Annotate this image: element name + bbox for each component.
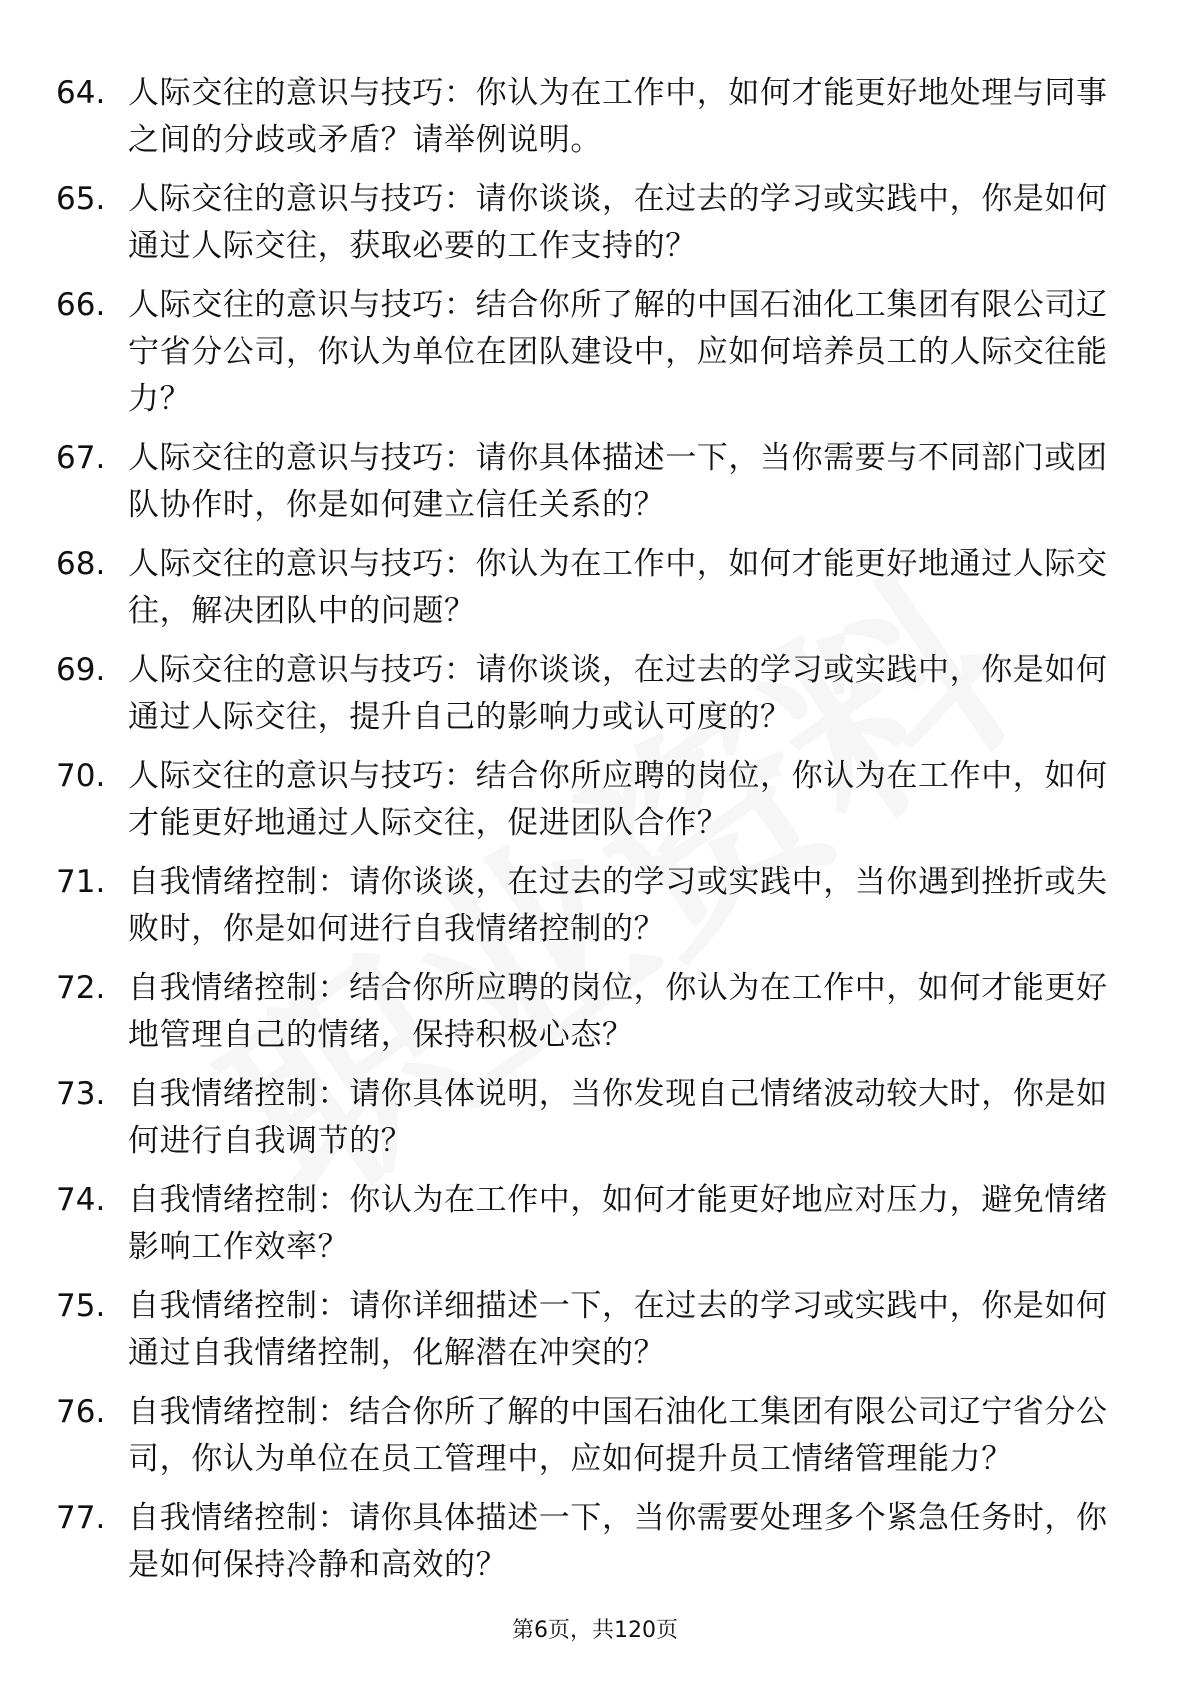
question-item-64 [56, 70, 1116, 164]
question-text: 人际交往的意识与技巧：你认为在工作中，如何才能更好地处理与同事之间的分歧或矛盾？请举例说明。 [128, 75, 1108, 158]
question-text: 自我情绪控制：结合你所应聘的岗位，你认为在工作中，如何才能更好地管理自己的情绪，保持积极心态？ [128, 970, 1108, 1053]
question-text: 自我情绪控制：你认为在工作中，如何才能更好地应对压力，避免情绪影响工作效率？ [128, 1182, 1108, 1265]
question-item-66 [56, 282, 1116, 423]
question-number: 73. [56, 1076, 106, 1112]
question-item-67 [56, 435, 1116, 529]
question-text: 人际交往的意识与技巧：请你谈谈，在过去的学习或实践中，你是如何通过人际交往，获取必要的工作支持的？ [128, 181, 1108, 264]
question-number: 76. [56, 1394, 106, 1430]
question-number: 64. [56, 75, 106, 111]
question-number: 75. [56, 1288, 106, 1324]
question-item-72 [56, 965, 1116, 1059]
page-number-label: 第6页，共120页 [512, 1618, 678, 1643]
question-item-76 [56, 1389, 1116, 1483]
question-number: 67. [56, 440, 106, 476]
question-item-71 [56, 859, 1116, 953]
question-item-77 [56, 1495, 1116, 1589]
question-item-69 [56, 647, 1116, 741]
question-text: 人际交往的意识与技巧：结合你所应聘的岗位，你认为在工作中，如何才能更好地通过人际交往，促进团队合作？ [128, 758, 1108, 841]
question-number: 69. [56, 652, 106, 688]
question-list [56, 70, 1116, 1601]
question-text: 人际交往的意识与技巧：请你谈谈，在过去的学习或实践中，你是如何通过人际交往，提升自己的影响力或认可度的？ [128, 652, 1108, 735]
question-number: 74. [56, 1182, 106, 1218]
question-text: 自我情绪控制：请你具体说明，当你发现自己情绪波动较大时，你是如何进行自我调节的？ [128, 1076, 1108, 1159]
question-number: 77. [56, 1500, 106, 1536]
question-item-70 [56, 753, 1116, 847]
question-number: 72. [56, 970, 106, 1006]
question-item-74 [56, 1177, 1116, 1271]
question-item-73 [56, 1071, 1116, 1165]
question-text: 自我情绪控制：请你详细描述一下，在过去的学习或实践中，你是如何通过自我情绪控制，化解潜在冲突的？ [128, 1288, 1108, 1371]
question-number: 71. [56, 864, 106, 900]
question-item-65 [56, 176, 1116, 270]
question-number: 70. [56, 758, 106, 794]
question-text: 人际交往的意识与技巧：请你具体描述一下，当你需要与不同部门或团队协作时，你是如何建立信任关系的？ [128, 440, 1108, 523]
question-text: 人际交往的意识与技巧：你认为在工作中，如何才能更好地通过人际交往，解决团队中的问题？ [128, 546, 1108, 629]
question-text: 自我情绪控制：结合你所了解的中国石油化工集团有限公司辽宁省分公司，你认为单位在员工管理中，应如何提升员工情绪管理能力？ [128, 1394, 1108, 1477]
question-text: 自我情绪控制：请你具体描述一下，当你需要处理多个紧急任务时，你是如何保持冷静和高效的？ [128, 1500, 1108, 1583]
question-number: 65. [56, 181, 106, 217]
question-item-75 [56, 1283, 1116, 1377]
question-text: 自我情绪控制：请你谈谈，在过去的学习或实践中，当你遇到挫折或失败时，你是如何进行自我情绪控制的？ [128, 864, 1108, 947]
page-footer [0, 1616, 1190, 1646]
question-number: 68. [56, 546, 106, 582]
question-number: 66. [56, 287, 106, 323]
question-item-68 [56, 541, 1116, 635]
question-text: 人际交往的意识与技巧：结合你所了解的中国石油化工集团有限公司辽宁省分公司，你认为单位在团队建设中，应如何培养员工的人际交往能力？ [128, 287, 1108, 417]
